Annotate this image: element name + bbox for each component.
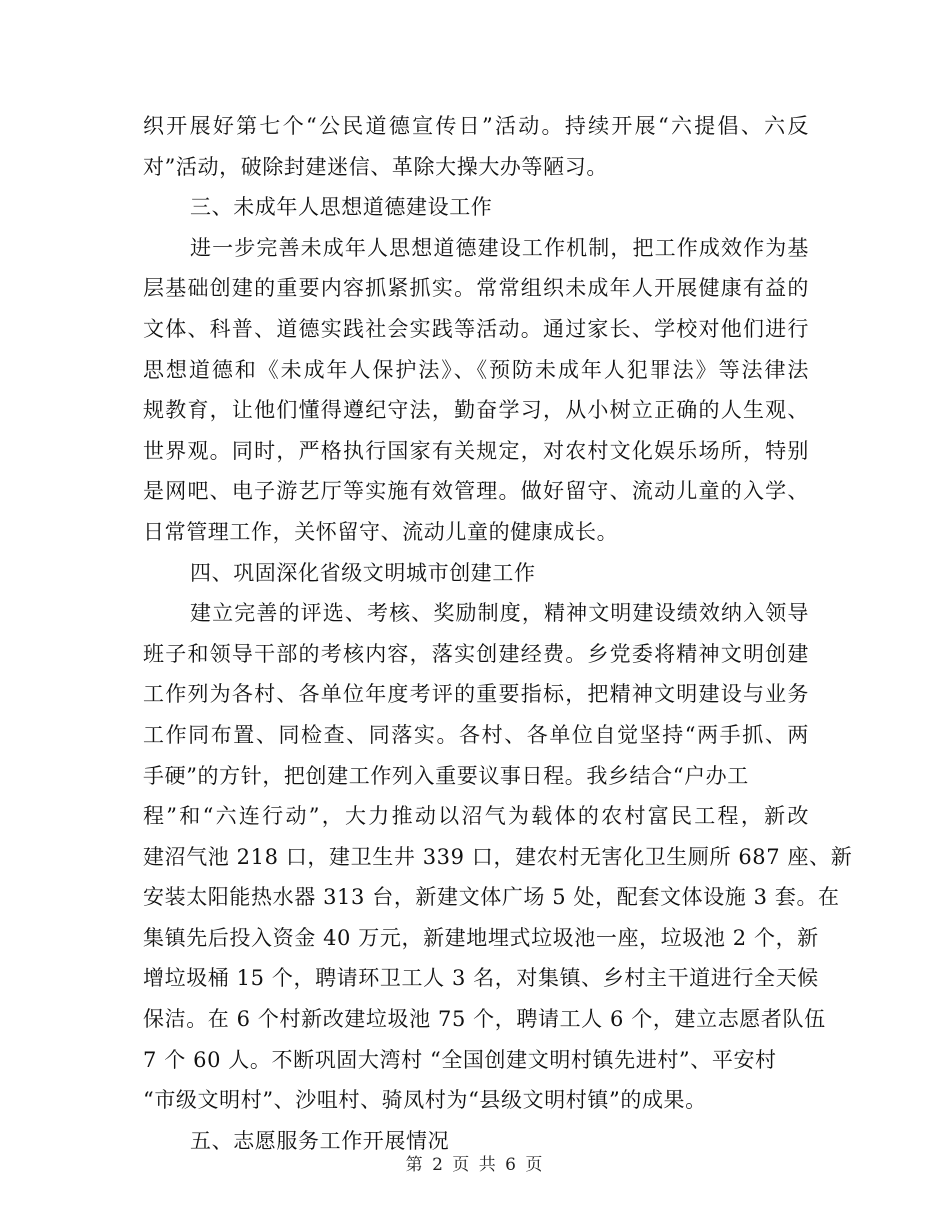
paragraph-line: 日常管理工作，关怀留守、流动儿童的健康成长。 bbox=[143, 519, 619, 544]
paragraph-line: 安装太阳能热水器 313 台，新建文体广场 5 处，配套文体设施 3 套。在 bbox=[143, 885, 840, 910]
paragraph-line: 文体、科普、道德实践社会实践等活动。通过家长、学校对他们进行 bbox=[143, 316, 809, 341]
paragraph-line: 集镇先后投入资金 40 万元，新建地埋式垃圾池一座，垃圾池 2 个，新 bbox=[143, 925, 819, 950]
section-heading: 五、志愿服务工作开展情况 bbox=[190, 1128, 450, 1153]
document-body bbox=[143, 106, 853, 1161]
paragraph-line: 织开展好第七个“公民道德宣传日”活动。持续开展“六提倡、六反 bbox=[143, 114, 809, 138]
paragraph-line: 7 个 60 人。不断巩固大湾村 “全国创建文明村镇先进村”、平安村 bbox=[143, 1047, 777, 1072]
paragraph-line: 对”活动，破除封建迷信、革除大操大办等陋习。 bbox=[143, 154, 608, 179]
paragraph-line: 进一步完善未成年人思想道德建设工作机制，把工作成效作为基 bbox=[190, 235, 809, 260]
paragraph-line: 保洁。在 6 个村新改建垃圾池 75 个，聘请工人 6 个，建立志愿者队伍 bbox=[143, 1007, 826, 1032]
paragraph-line: 建沼气池 218 口，建卫生井 339 口，建农村无害化卫生厕所 687 座、新 bbox=[143, 844, 853, 869]
section-heading: 三、未成年人思想道德建设工作 bbox=[190, 195, 493, 220]
paragraph-line: 规教育，让他们懂得遵纪守法，勤奋学习，从小树立正确的人生观、 bbox=[143, 398, 809, 423]
paragraph-line: 是网吧、电子游艺厅等实施有效管理。做好留守、流动儿童的入学、 bbox=[143, 479, 809, 504]
page-number-footer: 第 2 页 共 6 页 bbox=[405, 1155, 545, 1175]
paragraph-line: 增垃圾桶 15 个，聘请环卫工人 3 名，对集镇、乡村主干道进行全天候 bbox=[143, 966, 819, 991]
paragraph-line: 程”和“六连行动”，大力推动以沼气为载体的农村富民工程，新改 bbox=[143, 804, 809, 829]
paragraph-line: 建立完善的评选、考核、奖励制度，精神文明建设绩效纳入领导 bbox=[190, 601, 809, 626]
paragraph-line: 世界观。同时，严格执行国家有关规定，对农村文化娱乐场所，特别 bbox=[143, 438, 809, 463]
paragraph-line: 手硬”的方针，把创建工作列入重要议事日程。我乡结合“户办工 bbox=[143, 763, 749, 788]
paragraph-line: “市级文明村”、沙咀村、骑凤村为“县级文明村镇”的成果。 bbox=[143, 1088, 707, 1113]
section-heading: 四、巩固深化省级文明城市创建工作 bbox=[190, 560, 536, 585]
paragraph-line: 工作列为各村、各单位年度考评的重要指标，把精神文明建设与业务 bbox=[143, 682, 809, 707]
paragraph-line: 思想道德和《未成年人保护法》、《预防未成年人犯罪法》等法律法 bbox=[143, 357, 809, 382]
paragraph-line: 层基础创建的重要内容抓紧抓实。常常组织未成年人开展健康有益的 bbox=[143, 276, 809, 301]
paragraph-line: 工作同布置、同检查、同落实。各村、各单位自觉坚持“两手抓、两 bbox=[143, 722, 809, 747]
paragraph-line: 班子和领导干部的考核内容，落实创建经费。乡党委将精神文明创建 bbox=[143, 641, 809, 666]
